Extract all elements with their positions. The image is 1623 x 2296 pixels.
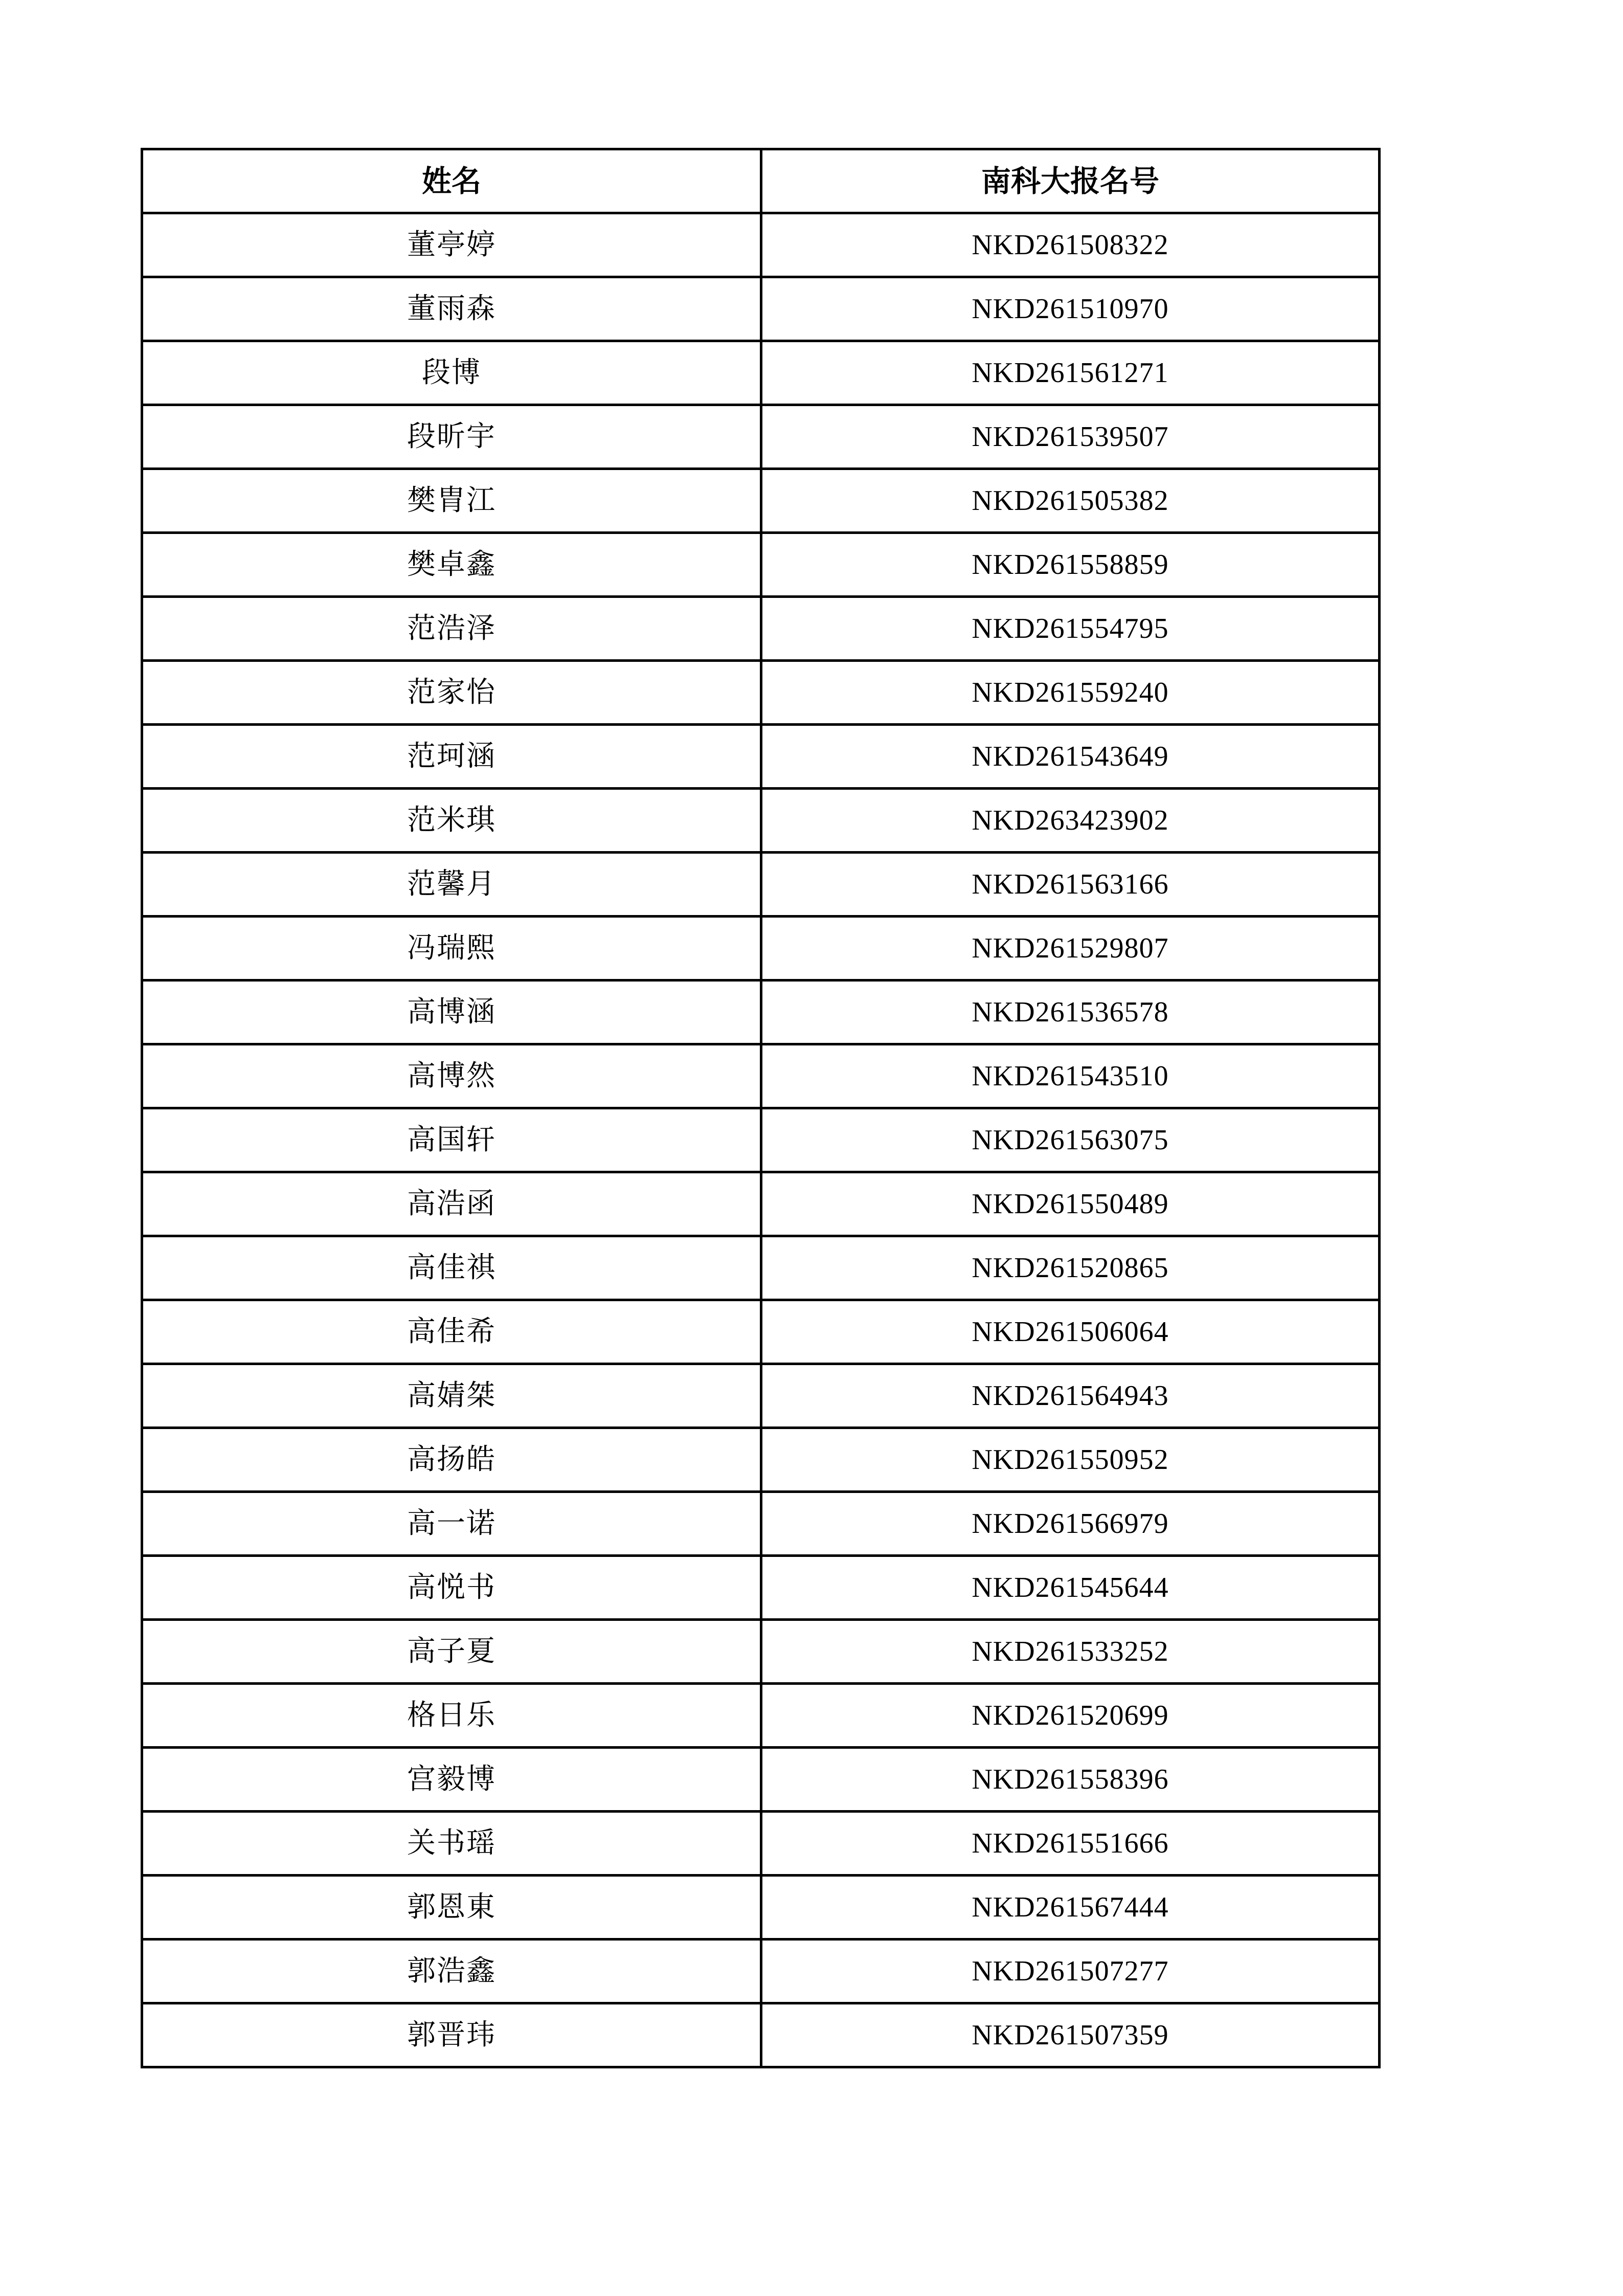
table-row [142,597,1380,661]
name-cell: 段博 [142,341,761,405]
table-row [142,1236,1380,1300]
registration-no-cell: NKD261559240 [761,661,1380,725]
name-cell: 董雨森 [142,277,761,341]
registration-no-cell: NKD261536578 [761,980,1380,1044]
name-cell: 郭晋玮 [142,2003,761,2067]
table-row [142,917,1380,980]
table-row [142,1300,1380,1364]
table-row [142,1492,1380,1556]
table-row [142,277,1380,341]
name-cell: 高婧桀 [142,1364,761,1428]
table-row [142,980,1380,1044]
registration-no-cell: NKD261566979 [761,1492,1380,1556]
table-row [142,2003,1380,2067]
registration-no-cell: NKD261506064 [761,1300,1380,1364]
name-cell: 高浩函 [142,1172,761,1236]
registration-no-cell: NKD261507359 [761,2003,1380,2067]
registration-no-cell: NKD261543510 [761,1044,1380,1108]
registration-no-cell: NKD261563075 [761,1108,1380,1172]
registration-no-cell: NKD261551666 [761,1812,1380,1876]
table-row [142,1172,1380,1236]
name-cell: 范馨月 [142,853,761,917]
name-cell: 高一诺 [142,1492,761,1556]
table-row [142,1428,1380,1492]
registration-no-cell: NKD261510970 [761,277,1380,341]
table-row [142,853,1380,917]
registration-no-cell: NKD261520865 [761,1236,1380,1300]
registration-no-cell: NKD261533252 [761,1620,1380,1684]
table-row [142,533,1380,597]
registration-no-cell: NKD261550489 [761,1172,1380,1236]
column-header-registration-no: 南科大报名号 [761,149,1380,213]
registration-table [141,148,1381,2068]
registration-no-cell: NKD261545644 [761,1556,1380,1620]
name-cell: 樊卓鑫 [142,533,761,597]
name-cell: 高子夏 [142,1620,761,1684]
name-cell: 高佳希 [142,1300,761,1364]
table-row [142,1876,1380,1940]
registration-no-cell: NKD261564943 [761,1364,1380,1428]
name-cell: 范珂涵 [142,725,761,789]
table-row [142,469,1380,533]
registration-no-cell: NKD261558396 [761,1748,1380,1812]
name-cell: 范米琪 [142,789,761,853]
registration-no-cell: NKD263423902 [761,789,1380,853]
table-row [142,405,1380,469]
name-cell: 樊胄江 [142,469,761,533]
table-header-row [142,149,1380,213]
table-row [142,1364,1380,1428]
registration-no-cell: NKD261529807 [761,917,1380,980]
name-cell: 郭浩鑫 [142,1940,761,2003]
table-body [142,213,1380,2067]
table-row [142,1620,1380,1684]
registration-no-cell: NKD261505382 [761,469,1380,533]
registration-no-cell: NKD261539507 [761,405,1380,469]
registration-no-cell: NKD261567444 [761,1876,1380,1940]
table-row [142,341,1380,405]
registration-no-cell: NKD261554795 [761,597,1380,661]
name-cell: 高博然 [142,1044,761,1108]
table-row [142,213,1380,277]
registration-no-cell: NKD261508322 [761,213,1380,277]
name-cell: 高博涵 [142,980,761,1044]
registration-no-cell: NKD261558859 [761,533,1380,597]
name-cell: 郭恩東 [142,1876,761,1940]
name-cell: 高国轩 [142,1108,761,1172]
name-cell: 高佳祺 [142,1236,761,1300]
name-cell: 范浩泽 [142,597,761,661]
registration-no-cell: NKD261550952 [761,1428,1380,1492]
name-cell: 冯瑞熙 [142,917,761,980]
table-row [142,661,1380,725]
table-row [142,725,1380,789]
registration-no-cell: NKD261520699 [761,1684,1380,1748]
table-row [142,1556,1380,1620]
name-cell: 范家怡 [142,661,761,725]
name-cell: 段昕宇 [142,405,761,469]
table-row [142,1748,1380,1812]
table-row [142,1812,1380,1876]
registration-no-cell: NKD261561271 [761,341,1380,405]
column-header-name: 姓名 [142,149,761,213]
name-cell: 董亭婷 [142,213,761,277]
registration-no-cell: NKD261563166 [761,853,1380,917]
registration-no-cell: NKD261543649 [761,725,1380,789]
name-cell: 宫毅博 [142,1748,761,1812]
registration-no-cell: NKD261507277 [761,1940,1380,2003]
table-row [142,1684,1380,1748]
name-cell: 关书瑶 [142,1812,761,1876]
table-row [142,1044,1380,1108]
table-row [142,789,1380,853]
name-cell: 高扬皓 [142,1428,761,1492]
name-cell: 格日乐 [142,1684,761,1748]
name-cell: 高悦书 [142,1556,761,1620]
table-row [142,1108,1380,1172]
table-row [142,1940,1380,2003]
